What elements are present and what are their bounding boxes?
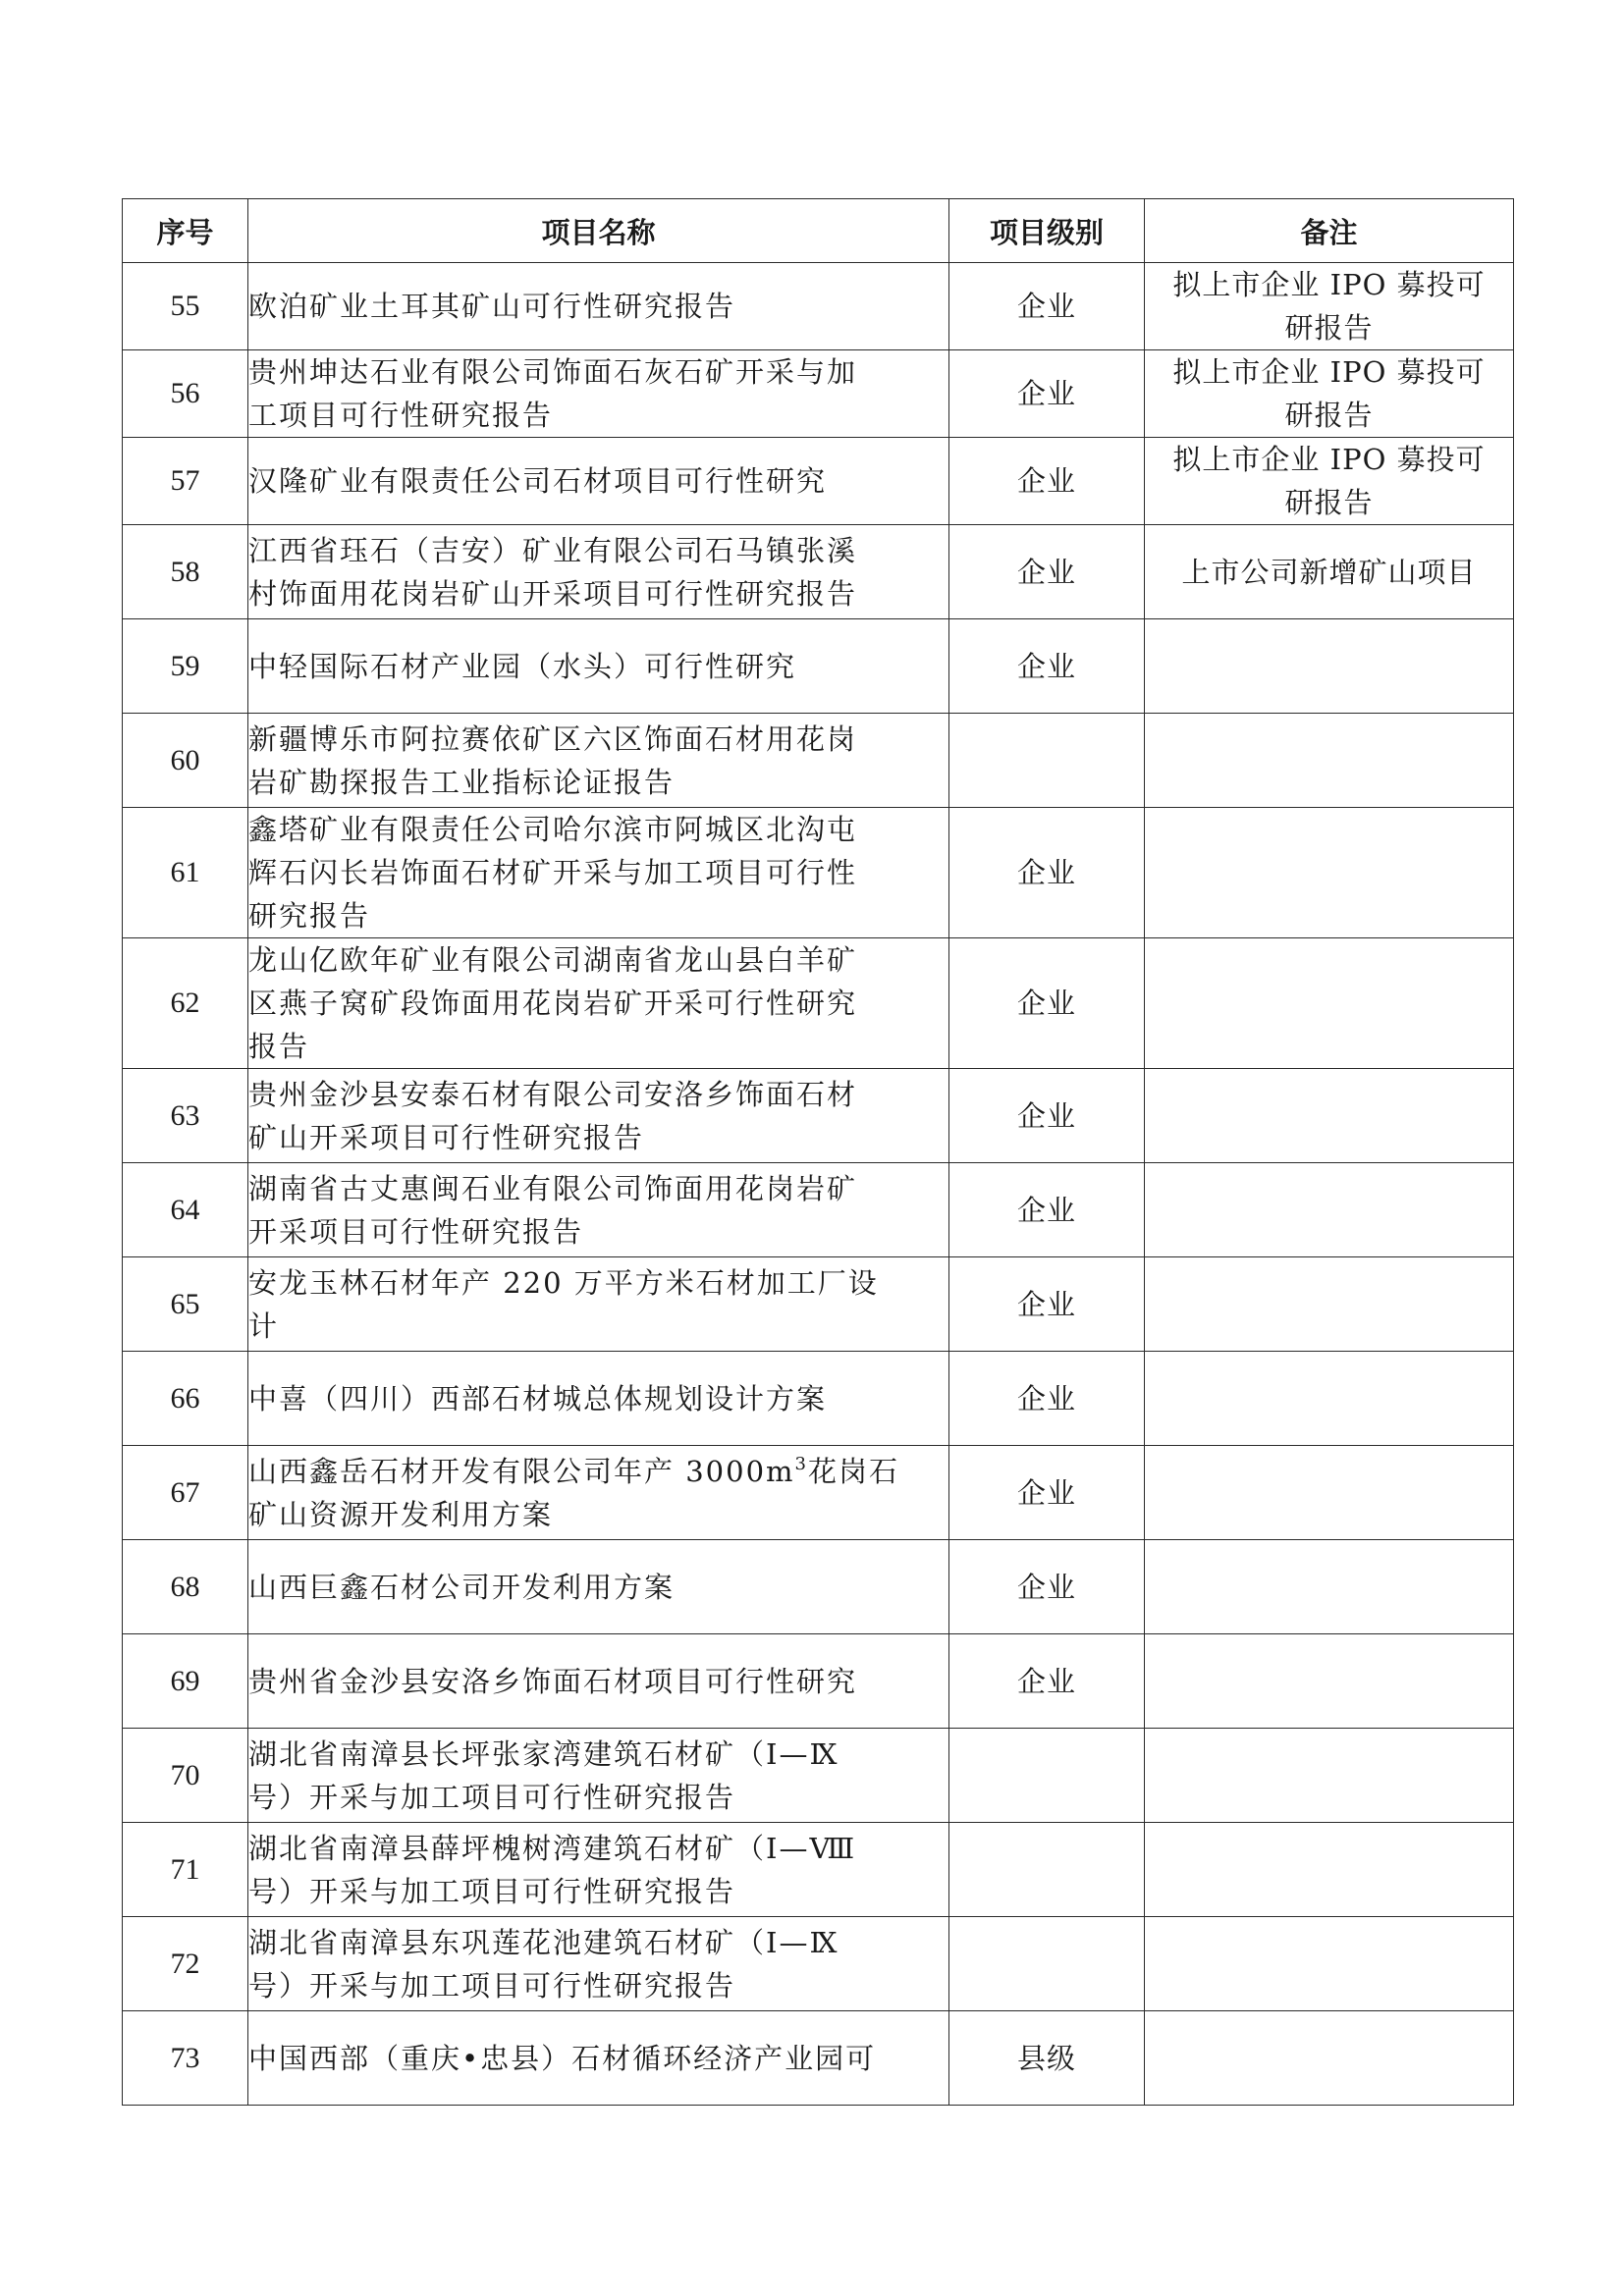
serial-number-cell: 55 [123, 263, 248, 350]
project-level-cell: 企业 [949, 1257, 1145, 1352]
project-name-cell [248, 2011, 949, 2106]
project-name-line: 区燕子窝矿段饰面用花岗岩矿开采可行性研究 [248, 987, 858, 1020]
unit-superscript: 3 [794, 1453, 808, 1474]
serial-number-cell: 56 [123, 350, 248, 438]
project-level-cell: 企业 [949, 1352, 1145, 1446]
remarks-cell [1145, 1917, 1514, 2011]
header-remarks: 备注 [1145, 199, 1514, 263]
header-serial-number: 序号 [123, 199, 248, 263]
project-name-line: 号）开采与加工项目可行性研究报告 [248, 1874, 736, 1908]
project-name-cell [248, 1540, 949, 1634]
remarks-cell [1145, 1729, 1514, 1823]
serial-number-cell: 57 [123, 438, 248, 525]
project-name-line: 欧泊矿业土耳其矿山可行性研究报告 [248, 290, 736, 323]
project-name-cell [248, 1729, 949, 1823]
project-level-cell: 企业 [949, 1069, 1145, 1163]
project-level-cell: 企业 [949, 1634, 1145, 1729]
projects-table [122, 198, 1514, 2106]
table-row [123, 1729, 1514, 1823]
serial-number-cell: 62 [123, 938, 248, 1069]
table-row [123, 1257, 1514, 1352]
project-name-line: 贵州金沙县安泰石材有限公司安洛乡饰面石材 [248, 1077, 858, 1111]
project-level-cell: 企业 [949, 525, 1145, 619]
table-row [123, 714, 1514, 808]
remarks-cell [1145, 1257, 1514, 1352]
project-level-cell: 企业 [949, 808, 1145, 938]
project-name-cell [248, 619, 949, 714]
remarks-cell [1145, 1352, 1514, 1446]
remarks-cell [1145, 1163, 1514, 1257]
serial-number-cell: 73 [123, 2011, 248, 2106]
project-name-line: 贵州省金沙县安洛乡饰面石材项目可行性研究 [248, 1664, 858, 1698]
project-name-line: 研究报告 [248, 899, 371, 933]
project-level-cell [949, 1823, 1145, 1917]
remarks-cell [1145, 438, 1514, 525]
table-row [123, 350, 1514, 438]
table-row [123, 1446, 1514, 1540]
project-level-cell: 企业 [949, 438, 1145, 525]
project-name-line: 山西巨鑫石材公司开发利用方案 [248, 1570, 676, 1604]
project-level-cell: 企业 [949, 619, 1145, 714]
project-name-line: 报告 [248, 1030, 310, 1063]
serial-number-cell: 61 [123, 808, 248, 938]
project-level-cell: 企业 [949, 350, 1145, 438]
serial-number-cell: 65 [123, 1257, 248, 1352]
serial-number-cell: 72 [123, 1917, 248, 2011]
project-name-cell [248, 938, 949, 1069]
header-project-level: 项目级别 [949, 199, 1145, 263]
project-name-line: 辉石闪长岩饰面石材矿开采与加工项目可行性 [248, 856, 858, 889]
project-name-cell [248, 1917, 949, 2011]
remarks-cell [1145, 525, 1514, 619]
table-row [123, 1917, 1514, 2011]
remarks-cell [1145, 263, 1514, 350]
project-name-line: 岩矿勘探报告工业指标论证报告 [248, 765, 676, 799]
project-name-cell [248, 1352, 949, 1446]
project-level-cell [949, 1917, 1145, 2011]
project-name-line: 开采项目可行性研究报告 [248, 1214, 584, 1249]
project-name-line: 矿山开采项目可行性研究报告 [248, 1120, 645, 1154]
project-level-cell: 企业 [949, 1163, 1145, 1257]
project-name-line: 计 [248, 1308, 280, 1343]
remarks-cell [1145, 1823, 1514, 1917]
header-project-name: 项目名称 [248, 199, 949, 263]
remarks-line: 拟上市企业 IPO 募投可 [1172, 355, 1486, 389]
project-name-line: 湖北省南漳县薛坪槐树湾建筑石材矿（Ⅰ—Ⅷ [248, 1831, 857, 1865]
table-row [123, 1069, 1514, 1163]
remarks-cell [1145, 619, 1514, 714]
project-name-line: 中轻国际石材产业园（水头）可行性研究 [248, 649, 797, 683]
serial-number-cell: 59 [123, 619, 248, 714]
serial-number-cell: 60 [123, 714, 248, 808]
table-row [123, 263, 1514, 350]
project-name-cell [248, 350, 949, 438]
remarks-cell [1145, 1634, 1514, 1729]
remarks-cell [1145, 1069, 1514, 1163]
remarks-line: 研报告 [1284, 311, 1374, 345]
project-name-line: 村饰面用花岗岩矿山开采项目可行性研究报告 [248, 576, 858, 611]
project-name-line: 湖南省古丈惠闽石业有限公司饰面用花岗岩矿 [248, 1171, 858, 1205]
serial-number-cell: 70 [123, 1729, 248, 1823]
serial-number-cell: 66 [123, 1352, 248, 1446]
project-name-line: 号）开采与加工项目可行性研究报告 [248, 1968, 736, 2002]
table-row [123, 1540, 1514, 1634]
project-level-cell: 企业 [949, 263, 1145, 350]
project-name-cell [248, 808, 949, 938]
project-name-cell [248, 1257, 949, 1352]
table-row [123, 1163, 1514, 1257]
serial-number-cell: 58 [123, 525, 248, 619]
project-level-cell [949, 1729, 1145, 1823]
project-name-line: 龙山亿欧年矿业有限公司湖南省龙山县白羊矿 [248, 943, 858, 977]
project-name-cell [248, 1823, 949, 1917]
project-name-line: 新疆博乐市阿拉赛依矿区六区饰面石材用花岗 [248, 721, 858, 756]
project-name-text: 花岗石 [807, 1454, 899, 1488]
project-name-cell [248, 263, 949, 350]
project-name-line: 工项目可行性研究报告 [248, 399, 554, 432]
remarks-line: 拟上市企业 IPO 募投可 [1172, 443, 1486, 476]
remarks-line: 拟上市企业 IPO 募投可 [1172, 268, 1486, 301]
remarks-cell [1145, 808, 1514, 938]
project-name-cell [248, 714, 949, 808]
table-row [123, 1352, 1514, 1446]
project-name-line: 汉隆矿业有限责任公司石材项目可行性研究 [248, 464, 828, 498]
table-row [123, 525, 1514, 619]
project-name-line: 江西省珏石（吉安）矿业有限公司石马镇张溪 [248, 533, 858, 567]
remarks-cell [1145, 2011, 1514, 2106]
project-name-line: 湖北省南漳县长坪张家湾建筑石材矿（Ⅰ—Ⅸ [248, 1736, 839, 1771]
project-name-line: 号）开采与加工项目可行性研究报告 [248, 1780, 736, 1814]
project-name-cell [248, 1446, 949, 1540]
project-name-line: 矿山资源开发利用方案 [248, 1497, 554, 1531]
table-row [123, 1634, 1514, 1729]
serial-number-cell: 63 [123, 1069, 248, 1163]
table-row [123, 438, 1514, 525]
table-row [123, 619, 1514, 714]
table-row [123, 2011, 1514, 2106]
project-name-line: 鑫塔矿业有限责任公司哈尔滨市阿城区北沟屯 [248, 813, 858, 846]
remarks-cell [1145, 1540, 1514, 1634]
project-name-line: 湖北省南漳县东巩莲花池建筑石材矿（Ⅰ—Ⅸ [248, 1925, 839, 1959]
project-level-cell: 企业 [949, 938, 1145, 1069]
serial-number-cell: 69 [123, 1634, 248, 1729]
project-level-cell: 企业 [949, 1540, 1145, 1634]
serial-number-cell: 67 [123, 1446, 248, 1540]
project-name-line: 贵州坤达石业有限公司饰面石灰石矿开采与加 [248, 355, 858, 389]
project-name-line: 中喜（四川）西部石材城总体规划设计方案 [248, 1381, 828, 1415]
serial-number-cell: 64 [123, 1163, 248, 1257]
project-name-cell [248, 438, 949, 525]
remarks-cell [1145, 938, 1514, 1069]
project-name-line [248, 1450, 948, 1493]
table-header-row [123, 199, 1514, 263]
serial-number-cell: 68 [123, 1540, 248, 1634]
table-row [123, 938, 1514, 1069]
serial-number-cell: 71 [123, 1823, 248, 1917]
project-level-cell [949, 714, 1145, 808]
table-row [123, 808, 1514, 938]
project-name-line: 中国西部（重庆•忠县）石材循环经济产业园可 [248, 2041, 877, 2075]
project-name-cell [248, 1634, 949, 1729]
remarks-line: 上市公司新增矿山项目 [1181, 555, 1477, 589]
project-name-cell [248, 1163, 949, 1257]
remarks-cell [1145, 1446, 1514, 1540]
table-row [123, 1823, 1514, 1917]
remarks-cell [1145, 714, 1514, 808]
project-name-text: 山西鑫岳石材开发有限公司年产 3000m [248, 1454, 795, 1488]
remarks-line: 研报告 [1284, 486, 1374, 519]
remarks-line: 研报告 [1284, 399, 1374, 432]
project-name-line: 安龙玉林石材年产 220 万平方米石材加工厂设 [248, 1265, 879, 1300]
remarks-cell [1145, 350, 1514, 438]
project-name-cell [248, 1069, 949, 1163]
table-body [123, 263, 1514, 2106]
project-level-cell: 县级 [949, 2011, 1145, 2106]
project-level-cell: 企业 [949, 1446, 1145, 1540]
project-name-cell [248, 525, 949, 619]
